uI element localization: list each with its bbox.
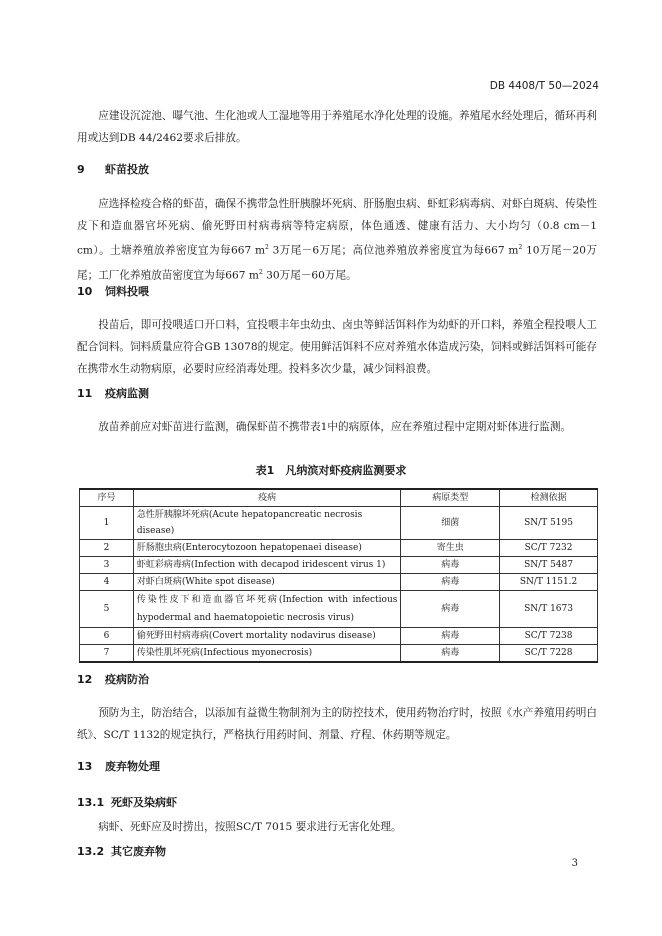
disease-name: 急性肝胰腺坏死病(Acute hepatopancreatic necrosis disease) bbox=[133, 507, 400, 540]
row-number: 5 bbox=[80, 591, 134, 628]
section-number: 11 bbox=[77, 387, 93, 400]
table-row bbox=[80, 628, 598, 645]
section-number: 13 bbox=[77, 760, 93, 773]
section-title: 疫病监测 bbox=[105, 387, 149, 400]
sec9-text-3: 10万尾－20万尾；工厂化养殖放苗密度宜为每667 m bbox=[77, 244, 598, 282]
pathogen-type: 细菌 bbox=[401, 507, 500, 540]
disease-name: 肝肠胞虫病(Enterocytozoon hepatopenaei disease) bbox=[133, 540, 400, 557]
table-row bbox=[80, 645, 598, 663]
test-basis: SN/T 1673 bbox=[500, 591, 598, 628]
test-basis: SN/T 5487 bbox=[500, 557, 598, 574]
section-9-heading bbox=[77, 161, 149, 177]
section-10-heading bbox=[77, 283, 149, 299]
superscript-2: 2 bbox=[258, 268, 263, 276]
section-9-paragraph bbox=[77, 193, 597, 286]
pathogen-type: 病毒 bbox=[401, 574, 500, 591]
row-number: 1 bbox=[80, 507, 134, 540]
sec9-text-2: 3万尾－6万尾；高位池养殖放养密度宜为每667 m bbox=[268, 244, 519, 257]
intro-paragraph: 应建设沉淀池、曝气池、生化池或人工湿地等用于养殖尾水净化处理的设施。养殖尾水经处理后，循环再利用或达到DB 44/2462要求后排放。 bbox=[77, 110, 597, 144]
section-12-paragraph: 预防为主，防治结合，以添加有益微生物制剂为主的防控技术，使用药物治疗时，按照《水产养殖用药明白纸》、SC/T 1132的规定执行，严格执行用药时间、剂量、疗程、休药期等规定。 bbox=[77, 707, 597, 741]
section-number: 12 bbox=[77, 673, 93, 686]
disease-name bbox=[133, 591, 400, 628]
superscript-2: 2 bbox=[518, 244, 523, 251]
document-code: DB 4408/T 50—2024 bbox=[489, 80, 599, 92]
table-row bbox=[80, 591, 598, 628]
pathogen-type: 病毒 bbox=[401, 591, 500, 628]
section-13-2-heading bbox=[77, 843, 166, 859]
header-cell: 检测依据 bbox=[500, 489, 598, 507]
test-basis: SN/T 1151.2 bbox=[500, 574, 598, 591]
row-number: 6 bbox=[80, 628, 134, 645]
row-number: 3 bbox=[80, 557, 134, 574]
table-row bbox=[80, 574, 598, 591]
pathogen-type: 病毒 bbox=[401, 628, 500, 645]
row-number: 7 bbox=[80, 645, 134, 663]
sec9-text-1: 应选择检疫合格的虾苗，确保不携带急性肝胰腺坏死病、肝肠胞虫病、虾虹彩病毒病、对虾白斑病、传染性皮下和造血器官坏死病、偷死野田村病毒病等特定病原，体色通透、健康有活力、大小均匀（0.8 cm－1 cm）。土塘养殖放养密度宜为每667 m bbox=[77, 198, 597, 257]
page-number: 3 bbox=[571, 858, 578, 869]
test-basis: SC/T 7228 bbox=[500, 645, 598, 663]
row-number: 2 bbox=[80, 540, 134, 557]
section-11-heading bbox=[77, 385, 149, 401]
disease-name-line-1: 传染性皮下和造血器官坏死病(Infection with infectious bbox=[136, 595, 398, 605]
section-title: 虾苗投放 bbox=[105, 163, 149, 176]
pathogen-type: 病毒 bbox=[401, 557, 500, 574]
header-cell: 疫病 bbox=[133, 489, 400, 507]
table-row bbox=[80, 557, 598, 574]
section-13-1-heading bbox=[77, 794, 177, 810]
table-row bbox=[80, 540, 598, 557]
disease-monitoring-table bbox=[79, 488, 598, 663]
test-basis: SC/T 7238 bbox=[500, 628, 598, 645]
pathogen-type: 寄生虫 bbox=[401, 540, 500, 557]
header-cell: 病原类型 bbox=[401, 489, 500, 507]
section-13-1-paragraph: 病虾、死虾应及时捞出，按照SC/T 7015 要求进行无害化处理。 bbox=[98, 821, 402, 833]
section-12-heading bbox=[77, 671, 149, 687]
section-13-heading bbox=[77, 758, 160, 774]
section-11-paragraph: 放苗养前应对虾苗进行监测，确保虾苗不携带表1中的病原体，应在养殖过程中定期对虾体进行监测。 bbox=[98, 421, 572, 433]
sec9-text-4: 30万尾－60万尾。 bbox=[262, 269, 357, 282]
section-10-paragraph: 投苗后，即可投喂适口开口料，宜投喂丰年虫幼虫、卤虫等鲜活饵料作为幼虾的开口料，养殖全程投喂人工配合饲料。饲料质量应符合GB 13078的规定。使用鲜活饵料不应对养殖水体造成污染，饲料或鲜活饵料可能存在携带水生动物病原，必要时应经消毒处理。投料多次少量，减少饲料浪费。 bbox=[77, 319, 597, 375]
pathogen-type: 病毒 bbox=[401, 645, 500, 663]
section-title: 疫病防治 bbox=[105, 673, 149, 686]
section-number: 9 bbox=[77, 163, 85, 176]
disease-name-line-2: hypodermal and haematopoietic necrosis virus) bbox=[136, 613, 355, 623]
row-number: 4 bbox=[80, 574, 134, 591]
table-header-row bbox=[80, 489, 598, 507]
disease-name: 偷死野田村病毒病(Covert mortality nodavirus disease) bbox=[133, 628, 400, 645]
section-number: 13.1 bbox=[77, 796, 105, 809]
section-title: 死虾及染病虾 bbox=[111, 796, 177, 809]
section-title: 废弃物处理 bbox=[105, 760, 160, 773]
disease-name: 传染性肌坏死病(Infectious myonecrosis) bbox=[133, 645, 400, 663]
disease-name: 对虾白斑病(White spot disease) bbox=[133, 574, 400, 591]
section-number: 13.2 bbox=[77, 845, 105, 858]
superscript-2: 2 bbox=[265, 244, 269, 251]
table-caption: 表1 凡纳滨对虾疫病监测要求 bbox=[255, 464, 407, 477]
test-basis: SN/T 5195 bbox=[500, 507, 598, 540]
table-row bbox=[80, 507, 598, 540]
header-cell: 序号 bbox=[80, 489, 134, 507]
section-number: 10 bbox=[77, 285, 93, 298]
disease-name: 虾虹彩病毒病(Infection with decapod iridescent virus 1) bbox=[133, 557, 400, 574]
section-title: 饲料投喂 bbox=[105, 285, 149, 298]
section-title: 其它废弃物 bbox=[111, 845, 166, 858]
test-basis: SC/T 7232 bbox=[500, 540, 598, 557]
